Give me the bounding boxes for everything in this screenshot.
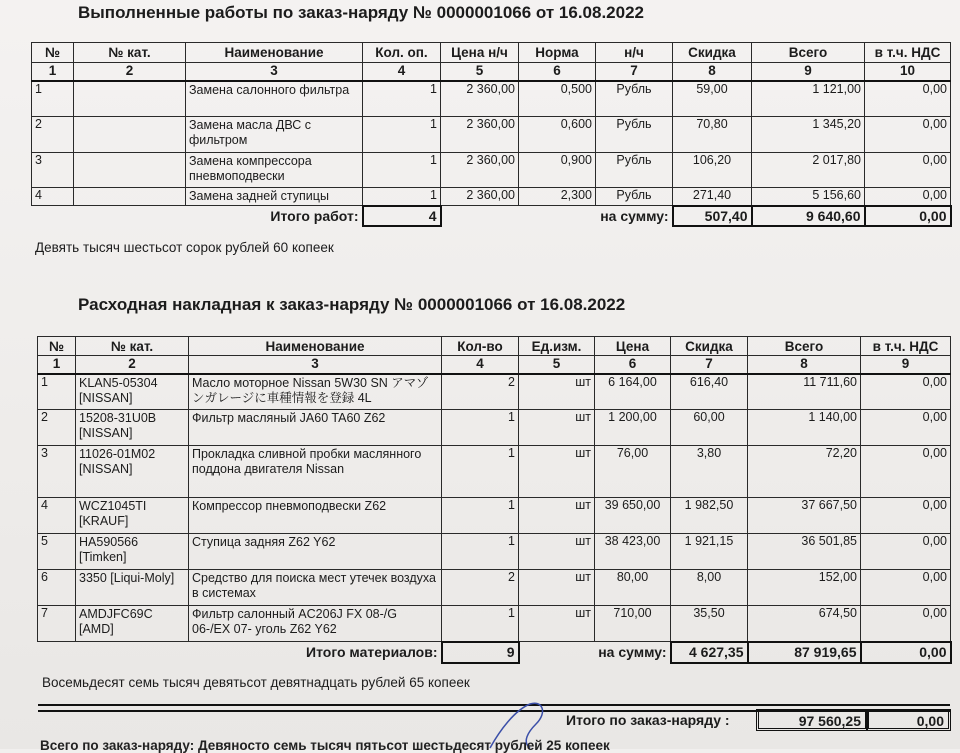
materials-colnum-row [38, 356, 951, 374]
price: 6 164,00 [595, 374, 671, 410]
unit: Рубль [596, 188, 673, 206]
materials-table [37, 336, 952, 664]
table-row [38, 446, 951, 498]
vat: 0,00 [861, 606, 951, 642]
discount: 8,00 [671, 570, 748, 606]
item-name: Замена компрессора пневмоподвески [186, 153, 363, 188]
works-amount-in-words: Девять тысяч шестьсот сорок рублей 60 копеек [35, 240, 334, 255]
materials-header-cell: в т.ч. НДС [861, 337, 951, 356]
col-number: 2 [76, 356, 189, 374]
vat: 0,00 [865, 81, 951, 117]
discount: 106,20 [673, 153, 752, 188]
total-label: Итого работ: [270, 207, 359, 224]
quantity: 1 [363, 188, 441, 206]
quantity: 2 [442, 570, 519, 606]
col-number: 4 [363, 63, 441, 81]
total-sum: 9 640,60 [752, 206, 865, 226]
item-name: Фильтр салонный AC206J FX 08-/G 06-/EX 07- уголь Z62 Y62 [189, 606, 442, 642]
materials-header-cell: Скидка [671, 337, 748, 356]
norm: 0,900 [519, 153, 596, 188]
quantity: 1 [442, 606, 519, 642]
materials-header-cell: Наименование [189, 337, 442, 356]
table-row [38, 498, 951, 534]
col-number: 5 [519, 356, 595, 374]
works-header-cell: Цена н/ч [441, 43, 519, 63]
item-name: Замена задней ступицы [186, 188, 363, 206]
works-table [31, 42, 952, 227]
unit: шт [519, 534, 595, 570]
vat: 0,00 [861, 446, 951, 498]
unit: шт [519, 606, 595, 642]
table-row [38, 570, 951, 606]
row-number: 2 [38, 410, 76, 446]
norm: 0,600 [519, 117, 596, 153]
col-number: 6 [519, 63, 596, 81]
total-in-words-partial: Всего по заказ-наряду: Девяносто семь тысяч пятьсот шестьдесят рублей 25 копеек [40, 738, 610, 753]
materials-header-row [38, 337, 951, 356]
unit: шт [519, 570, 595, 606]
price: 2 360,00 [441, 81, 519, 117]
materials-header-cell: № [38, 337, 76, 356]
works-header-cell: Кол. оп. [363, 43, 441, 63]
col-number: 7 [671, 356, 748, 374]
total: 72,20 [748, 446, 861, 498]
catalog-number [74, 153, 186, 188]
row-number: 1 [32, 81, 74, 117]
col-number: 8 [673, 63, 752, 81]
discount: 59,00 [673, 81, 752, 117]
catalog-number: HA590566 [Timken] [76, 534, 189, 570]
total: 674,50 [748, 606, 861, 642]
vat: 0,00 [861, 570, 951, 606]
materials-header-cell: № кат. [76, 337, 189, 356]
vat: 0,00 [861, 410, 951, 446]
materials-header-cell: Цена [595, 337, 671, 356]
col-number: 6 [595, 356, 671, 374]
row-number: 2 [32, 117, 74, 153]
unit: Рубль [596, 81, 673, 117]
materials-header-cell: Кол-во [442, 337, 519, 356]
unit: Рубль [596, 117, 673, 153]
item-name: Средство для поиска мест утечек воздуха в системах [189, 570, 442, 606]
discount: 70,80 [673, 117, 752, 153]
item-name: Фильтр масляный JA60 TA60 Z62 [189, 410, 442, 446]
quantity: 1 [442, 410, 519, 446]
catalog-number: AMDJFC69C [AMD] [76, 606, 189, 642]
vat: 0,00 [861, 374, 951, 410]
materials-total-row [38, 642, 951, 663]
quantity: 1 [363, 153, 441, 188]
works-header-cell: в т.ч. НДС [865, 43, 951, 63]
col-number: 5 [441, 63, 519, 81]
materials-header-cell: Всего [748, 337, 861, 356]
unit: шт [519, 446, 595, 498]
item-name: Компрессор пневмоподвески Z62 [189, 498, 442, 534]
discount: 271,40 [673, 188, 752, 206]
price: 2 360,00 [441, 117, 519, 153]
vat: 0,00 [861, 534, 951, 570]
price: 2 360,00 [441, 188, 519, 206]
catalog-number [74, 117, 186, 153]
total-sum: 87 919,65 [748, 642, 861, 663]
norm: 2,300 [519, 188, 596, 206]
total-vat: 0,00 [861, 642, 951, 663]
col-number: 10 [865, 63, 951, 81]
total-quantity: 9 [442, 642, 519, 663]
total-quantity: 4 [363, 206, 441, 226]
works-header-cell: Всего [752, 43, 865, 63]
total-vat: 0,00 [865, 206, 951, 226]
catalog-number [74, 188, 186, 206]
catalog-number: WCZ1045TI [KRAUF] [76, 498, 189, 534]
item-name: Ступица задняя Z62 Y62 [189, 534, 442, 570]
row-number: 4 [32, 188, 74, 206]
total: 11 711,60 [748, 374, 861, 410]
unit: шт [519, 498, 595, 534]
table-row [38, 410, 951, 446]
vat: 0,00 [865, 188, 951, 206]
item-name: Масло моторное Nissan 5W30 SN アマゾンガレージに車種情報を登録 4L [189, 374, 442, 410]
sum-label: на сумму: [600, 207, 669, 224]
works-header-cell: Скидка [673, 43, 752, 63]
price: 39 650,00 [595, 498, 671, 534]
col-number: 8 [748, 356, 861, 374]
works-header-cell: № кат. [74, 43, 186, 63]
works-title: Выполненные работы по заказ-наряду № 0000001066 от 16.08.2022 [78, 3, 644, 22]
total: 1 121,00 [752, 81, 865, 117]
discount: 616,40 [671, 374, 748, 410]
col-number: 1 [32, 63, 74, 81]
catalog-number: 3350 [Liqui-Moly] [76, 570, 189, 606]
total-discount: 4 627,35 [671, 642, 748, 663]
table-row [38, 534, 951, 570]
grand-total-sum: 97 560,25 [756, 709, 868, 731]
norm: 0,500 [519, 81, 596, 117]
grand-total-label: Итого по заказ-наряду : [566, 712, 730, 728]
row-number: 6 [38, 570, 76, 606]
price: 2 360,00 [441, 153, 519, 188]
works-total-row [32, 206, 951, 226]
works-header-cell: № [32, 43, 74, 63]
col-number: 4 [442, 356, 519, 374]
price: 1 200,00 [595, 410, 671, 446]
catalog-number: 11026-01M02 [NISSAN] [76, 446, 189, 498]
table-row [32, 188, 951, 206]
discount: 3,80 [671, 446, 748, 498]
row-number: 3 [38, 446, 76, 498]
works-header-cell: Наименование [186, 43, 363, 63]
table-row [32, 153, 951, 188]
col-number: 9 [861, 356, 951, 374]
materials-header-cell: Ед.изм. [519, 337, 595, 356]
row-number: 3 [32, 153, 74, 188]
col-number: 3 [186, 63, 363, 81]
unit: шт [519, 410, 595, 446]
unit: шт [519, 374, 595, 410]
row-number: 1 [38, 374, 76, 410]
item-name: Прокладка сливной пробки маслянного поддона двигателя Nissan [189, 446, 442, 498]
vat: 0,00 [861, 498, 951, 534]
catalog-number: 15208-31U0B [NISSAN] [76, 410, 189, 446]
discount: 1 982,50 [671, 498, 748, 534]
col-number: 7 [596, 63, 673, 81]
quantity: 1 [442, 534, 519, 570]
col-number: 2 [74, 63, 186, 81]
quantity: 1 [442, 446, 519, 498]
quantity: 1 [442, 498, 519, 534]
col-number: 1 [38, 356, 76, 374]
works-header-cell: н/ч [596, 43, 673, 63]
col-number: 3 [189, 356, 442, 374]
total: 37 667,50 [748, 498, 861, 534]
row-number: 5 [38, 534, 76, 570]
price: 38 423,00 [595, 534, 671, 570]
table-row [32, 81, 951, 117]
materials-title: Расходная накладная к заказ-наряду № 0000001066 от 16.08.2022 [78, 295, 626, 314]
total: 36 501,85 [748, 534, 861, 570]
discount: 1 921,15 [671, 534, 748, 570]
item-name: Замена масла ДВС с фильтром [186, 117, 363, 153]
sum-label: на сумму: [598, 644, 667, 661]
price: 80,00 [595, 570, 671, 606]
vat: 0,00 [865, 153, 951, 188]
catalog-number [74, 81, 186, 117]
grand-total-vat: 0,00 [866, 709, 951, 731]
table-row [38, 606, 951, 642]
total-label: Итого материалов: [306, 644, 438, 661]
table-row [32, 117, 951, 153]
total-discount: 507,40 [673, 206, 752, 226]
discount: 60,00 [671, 410, 748, 446]
col-number: 9 [752, 63, 865, 81]
price: 76,00 [595, 446, 671, 498]
discount: 35,50 [671, 606, 748, 642]
total: 2 017,80 [752, 153, 865, 188]
total: 5 156,60 [752, 188, 865, 206]
row-number: 7 [38, 606, 76, 642]
catalog-number: KLAN5-05304 [NISSAN] [76, 374, 189, 410]
works-colnum-row [32, 63, 951, 81]
total: 1 140,00 [748, 410, 861, 446]
row-number: 4 [38, 498, 76, 534]
unit: Рубль [596, 153, 673, 188]
quantity: 1 [363, 81, 441, 117]
price: 710,00 [595, 606, 671, 642]
total: 152,00 [748, 570, 861, 606]
item-name: Замена салонного фильтра [186, 81, 363, 117]
works-header-cell: Норма [519, 43, 596, 63]
vat: 0,00 [865, 117, 951, 153]
works-header-row [32, 43, 951, 63]
total: 1 345,20 [752, 117, 865, 153]
quantity: 1 [363, 117, 441, 153]
materials-amount-in-words: Восемьдесят семь тысяч девятьсот девятнадцать рублей 65 копеек [42, 675, 470, 690]
table-row [38, 374, 951, 410]
quantity: 2 [442, 374, 519, 410]
